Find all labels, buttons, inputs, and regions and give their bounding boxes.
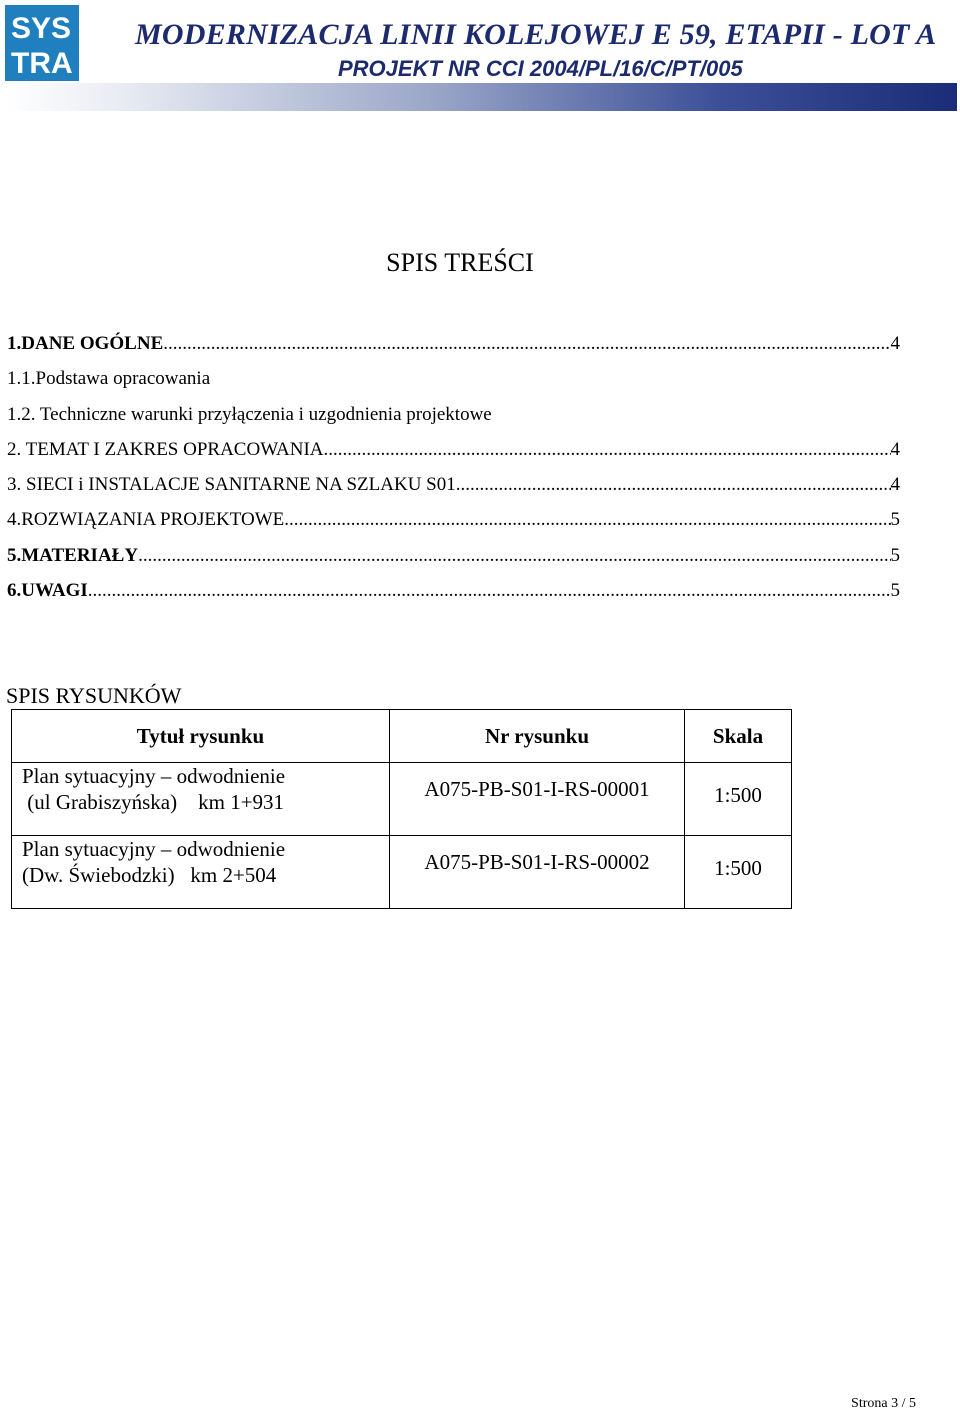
header-number: Nr rysunku	[390, 710, 685, 763]
toc-leader	[456, 471, 891, 499]
drawing-number: A075-PB-S01-I-RS-00001	[390, 763, 685, 836]
header-scale: Skala	[685, 710, 792, 763]
drawing-title-line: Plan sytuacyjny – odwodnienie	[22, 764, 286, 788]
toc-item-page: 4	[890, 474, 900, 496]
table-row	[12, 763, 792, 836]
toc-item	[7, 577, 900, 612]
toc-item-label: 2. TEMAT I ZAKRES OPRACOWANIA	[7, 438, 324, 460]
header-title: Tytuł rysunku	[12, 710, 390, 763]
drawing-scale: 1:500	[685, 836, 792, 909]
project-number: PROJEKT NR CCI 2004/PL/16/C/PT/005	[338, 56, 743, 81]
toc-item	[7, 401, 900, 436]
toc-item-label: 5.MATERIAŁY	[7, 544, 139, 566]
toc-title: SPIS TREŚCI	[386, 248, 534, 277]
toc-item	[7, 365, 900, 400]
toc-item-page: 5	[890, 509, 900, 531]
systra-logo-mark	[5, 5, 79, 81]
toc-list	[7, 330, 900, 612]
header-gradient-bar	[5, 83, 957, 111]
drawing-scale: 1:500	[685, 763, 792, 836]
toc-item	[7, 542, 900, 577]
toc-item-page: 5	[890, 544, 900, 566]
toc-leader	[163, 330, 890, 358]
drawing-title-line: (Dw. Świebodzki) km 2+504	[22, 863, 277, 887]
drawing-title-cell	[12, 763, 390, 836]
drawings-header-row	[12, 710, 792, 763]
toc-item-label: 1.2. Techniczne warunki przyłączenia i uzgodnienia projektowe	[7, 403, 492, 425]
table-row	[12, 836, 792, 909]
toc-item-page: 5	[890, 580, 900, 602]
logo-text-bottom: TRA	[11, 47, 73, 80]
toc-item-label: 1.DANE OGÓLNE	[7, 333, 164, 354]
toc-item-page: 4	[890, 438, 900, 460]
toc-item	[7, 436, 900, 471]
toc-leader	[324, 436, 891, 464]
drawings-table	[11, 709, 792, 909]
toc-item	[7, 506, 900, 541]
drawing-title-line: Plan sytuacyjny – odwodnienie	[22, 837, 286, 861]
toc-item-label: 3. SIECI i INSTALACJE SANITARNE NA SZLAKU S01	[7, 474, 456, 496]
logo-text-top: SYS	[11, 12, 72, 45]
drawing-number: A075-PB-S01-I-RS-00002	[390, 836, 685, 909]
toc-leader	[138, 542, 890, 570]
drawings-title: SPIS RYSUNKÓW	[6, 683, 182, 708]
toc-item	[7, 471, 900, 506]
project-title: MODERNIZACJA LINII KOLEJOWEJ E 59, ETAPII - LOT A	[135, 18, 937, 51]
toc-item-label: 4.ROZWIĄZANIA PROJEKTOWE	[7, 509, 285, 531]
page-number: Strona 3 / 5	[851, 1396, 916, 1411]
drawing-title-cell	[12, 836, 390, 909]
drawing-title-line: (ul Grabiszyńska) km 1+931	[22, 790, 285, 814]
toc-item	[7, 330, 900, 365]
toc-leader	[88, 577, 891, 605]
toc-item-page: 4	[890, 333, 900, 354]
toc-leader	[284, 506, 890, 534]
toc-item-label: 1.1.Podstawa opracowania	[7, 368, 211, 390]
toc-item-label: 6.UWAGI	[7, 580, 88, 602]
systra-logo	[5, 5, 79, 81]
